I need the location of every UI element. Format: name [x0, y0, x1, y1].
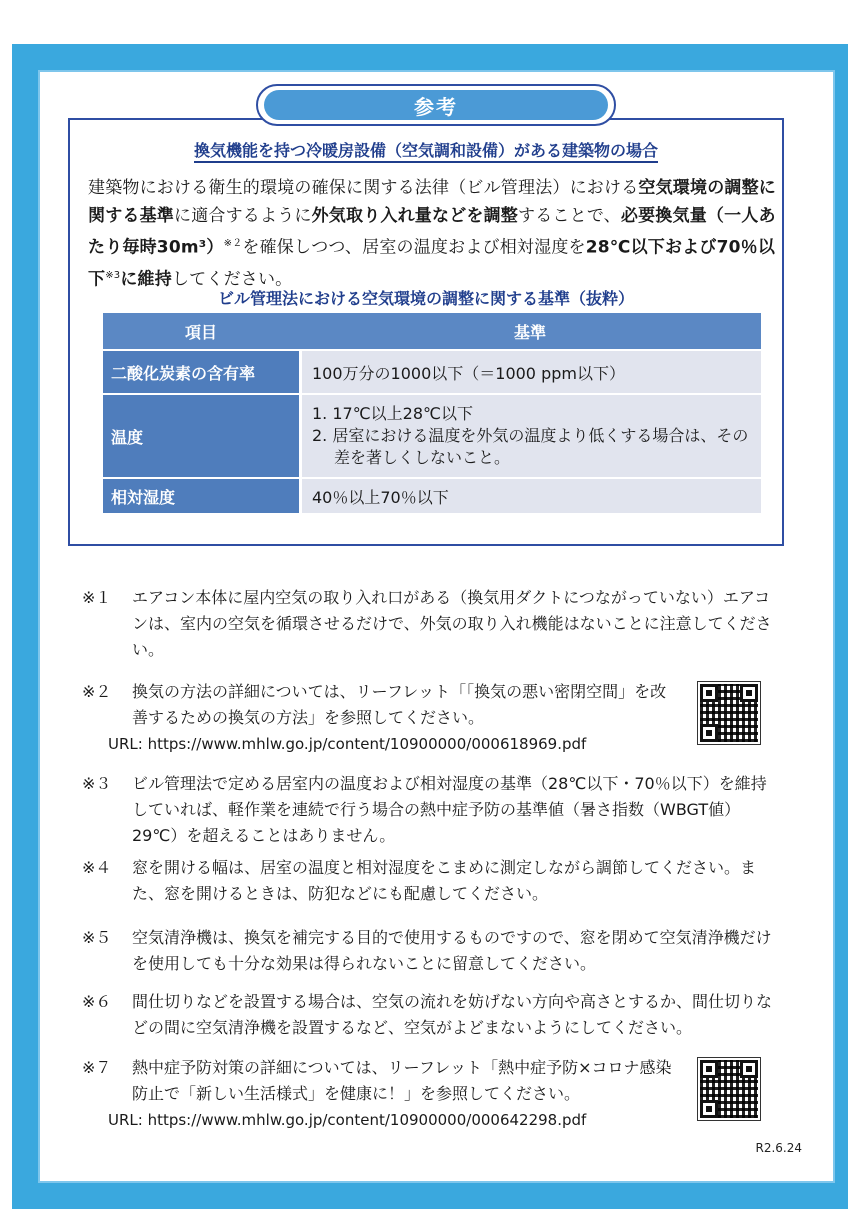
reference-subtitle: [68, 138, 784, 161]
note-text: エアコン本体に屋内空気の取り入れ口がある（換気用ダクトにつながっていない）エアコンは、室内の空気を循環させるだけで、外気の取り入れ機能はないことに注意してください。: [132, 588, 772, 659]
note-5: [82, 925, 782, 977]
body-text: することで、: [518, 206, 621, 226]
qr-code-icon[interactable]: [698, 1058, 760, 1120]
qr-code-icon[interactable]: [698, 682, 760, 744]
table-row: [103, 395, 761, 477]
note-mark: ※７: [82, 1058, 112, 1077]
note-mark: ※２: [82, 682, 112, 701]
body-bold: に維持: [120, 269, 172, 290]
note-mark: ※４: [82, 858, 112, 877]
note-6: [82, 989, 782, 1041]
body-bold: 必要換気量（一人あたり毎時30m³）: [88, 206, 776, 258]
issue-date: R2.6.24: [755, 1141, 802, 1155]
row-value: 40％以上70％以下: [299, 479, 761, 513]
body-bold: 外気取り入れ量などを調整: [311, 206, 519, 226]
reference-subtitle-text: 換気機能を持つ冷暖房設備（空気調和設備）がある建築物の場合: [194, 141, 658, 163]
list-item: 2. 居室における温度を外気の温度より低くする場合は、その差を著しくしないこと。: [312, 426, 749, 467]
footnote-ref: ※２: [223, 238, 243, 249]
note-mark: ※１: [82, 588, 112, 607]
note-text: 空気清浄機は、換気を補完する目的で使用するものですので、窓を閉めて空気清浄機だけを使用しても十分な効果は得られないことに留意してください。: [132, 928, 772, 973]
note-mark: ※３: [82, 774, 112, 793]
row-label: 温度: [103, 395, 299, 477]
note-mark: ※６: [82, 992, 112, 1011]
table-header-row: [103, 313, 761, 349]
table-title: ビル管理法における空気環境の調整に関する基準（抜粋）: [217, 289, 634, 308]
note-url: URL: https://www.mhlw.go.jp/content/10900000/000642298.pdf: [108, 1111, 587, 1129]
row-value: 100万分の1000以下（＝1000 ppm以下）: [299, 351, 761, 393]
body-bold: 空気環境の調整に関する基準: [88, 178, 777, 226]
row-label: 相対湿度: [103, 479, 299, 513]
note-3: [82, 771, 782, 849]
note-7: [82, 1055, 682, 1133]
standards-table: [103, 311, 761, 515]
note-4: [82, 855, 782, 907]
row-value: [299, 395, 761, 477]
note-1: [82, 585, 782, 663]
table-header: 基準: [299, 313, 761, 349]
note-text: 間仕切りなどを設置する場合は、空気の流れを妨げない方向や高さとするか、間仕切りなどの間に空気清浄機を設置するなど、空気がよどまないようにしてください。: [132, 992, 773, 1037]
table-header: 項目: [103, 313, 299, 349]
body-text: 建築物における衛生的環境の確保に関する法律（ビル管理法）における: [88, 178, 639, 198]
row-label: 二酸化炭素の含有率: [103, 351, 299, 393]
body-text: してください。: [171, 269, 293, 290]
note-text: ビル管理法で定める居室内の温度および相対湿度の基準（28℃以下・70％以下）を維持していれば、軽作業を連続で行う場合の熱中症予防の基準値（暑さ指数（WBGT値）29℃）を超えることはありません。: [132, 774, 767, 845]
body-text: に適合するように: [174, 206, 312, 226]
note-mark: ※５: [82, 928, 112, 947]
body-text: を確保しつつ、居室の温度および相対湿度を: [242, 237, 586, 258]
note-text: 熱中症予防対策の詳細については、リーフレット「熱中症予防×コロナ感染防止で「新しい生活様式」を健康に！」を参照してください。: [132, 1058, 672, 1103]
table-row: [103, 351, 761, 393]
note-text: 換気の方法の詳細については、リーフレット「「換気の悪い密閉空間」を改善するための換気の方法」を参照してください。: [132, 682, 667, 727]
note-url: URL: https://www.mhlw.go.jp/content/10900000/000618969.pdf: [108, 735, 587, 753]
list-item: 1. 17℃以上28℃以下: [312, 404, 474, 423]
body-bold: 28℃以下および70％以下: [88, 237, 776, 290]
note-2: [82, 679, 682, 757]
reference-body: [88, 174, 778, 293]
table-row: [103, 479, 761, 513]
reference-tab: [256, 84, 616, 126]
footnote-ref: ※3: [105, 269, 121, 281]
note-text: 窓を開ける幅は、居室の温度と相対湿度をこまめに測定しながら調節してください。また、窓を開けるときは、防犯などにも配慮してください。: [132, 858, 757, 903]
reference-tab-label: 参考: [264, 90, 608, 120]
